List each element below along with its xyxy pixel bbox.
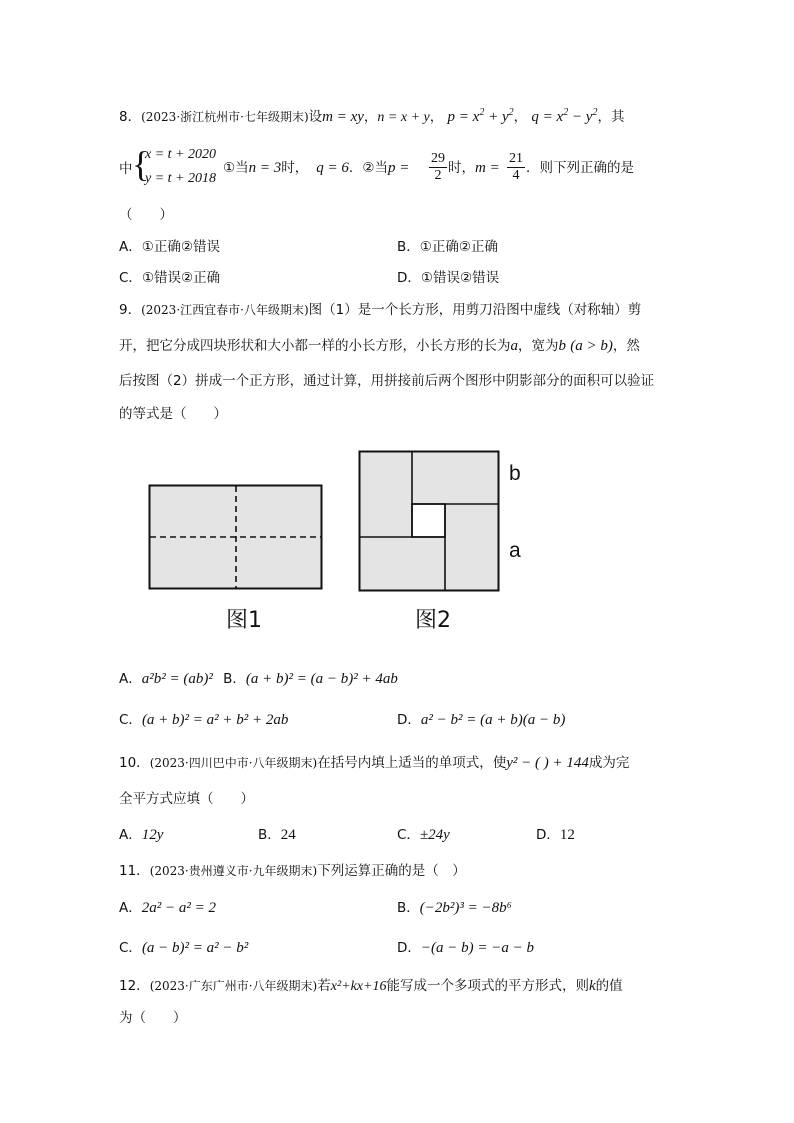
q12-line1: 12．(2023·广东广州市·八年级期末)若x²+kx+16能写成一个多项式的平方形式，则k的值 <box>119 978 623 994</box>
q10-option-a[interactable]: A．12y <box>119 827 164 843</box>
q8-stem-end: ．则下列正确的是 <box>526 160 634 176</box>
q9-option-a-b[interactable]: A．a²b² = (ab)² B．(a + b)² = (a − b)² + 4ab <box>119 671 398 687</box>
q10-source: (2023·四川巴中市·八年级期末) <box>149 756 318 770</box>
q11-option-b[interactable]: B．(−2b²)³ = −8b⁶ <box>397 900 512 916</box>
q8-m-def: m = xy <box>322 109 364 125</box>
q12-source: (2023·广东广州市·八年级期末) <box>149 979 318 993</box>
q8-q-def: $q = x^2 - y^2$ <box>531 107 598 125</box>
q10-number: 10． <box>119 755 150 771</box>
q8-line2: 中 <box>119 161 133 177</box>
q8-fraction-21-4: $\frac{21}{4}$ <box>509 151 523 183</box>
fig2-center-square <box>412 504 445 537</box>
q12-number: 12． <box>119 978 150 994</box>
fig2-caption: 图2 <box>415 608 451 633</box>
q8-conditions-2: 时，m = <box>448 160 500 176</box>
q8-system-eq2: y = t + 2018 <box>145 171 216 186</box>
q8-line1: 8．(2023·浙江杭州市·七年级期末)设m = xy，n = x + y， $p = x^2 + y^2$， $q = x^2 - y^2$，其 <box>119 107 625 125</box>
q10-line2: 全平方式应填（ ） <box>119 791 254 807</box>
q8-conditions: ①当n = 3时， q = 6．②当p = <box>223 160 410 176</box>
fig2-label-a: a <box>509 539 521 562</box>
q9-number: 9． <box>119 302 142 318</box>
q9-figure-1 <box>148 484 324 592</box>
fig1-caption: 图1 <box>226 608 262 633</box>
q9-line4: 的等式是（ ） <box>119 406 227 422</box>
q12-expression: x²+kx+16 <box>330 979 387 994</box>
q9-source: (2023·江西宜春市·八年级期末) <box>141 303 309 317</box>
q9-option-b[interactable]: (a + b)² = (a − b)² + 4ab <box>245 671 398 687</box>
q11-source: (2023·贵州遵义市·九年级期末) <box>149 864 318 878</box>
q9-line1: 9．(2023·江西宜春市·八年级期末)图（1）是一个长方形，用剪刀沿图中虚线（对称轴）剪 <box>119 302 642 318</box>
q10-option-d[interactable]: D．12 <box>536 827 575 843</box>
q8-fraction-29-2: $\frac{29}{2}$ <box>431 151 445 183</box>
q10-option-b[interactable]: B．24 <box>258 827 296 843</box>
q8-answer-paren: （ ） <box>119 207 173 223</box>
q8-option-c[interactable]: C．①错误②正确 <box>119 270 221 286</box>
q11-option-c[interactable]: C．(a − b)² = a² − b² <box>119 940 249 956</box>
q8-n-def: n = x + y <box>377 110 430 125</box>
q9-option-d[interactable]: D．a² − b² = (a + b)(a − b) <box>397 712 566 728</box>
q9-option-a[interactable]: a²b² = (ab)² <box>141 671 213 687</box>
q11-line1: 11．(2023·贵州遵义市·九年级期末)下列运算正确的是（ ） <box>119 863 466 879</box>
q9-figure-2 <box>358 450 501 593</box>
q12-line2: 为（ ） <box>119 1010 187 1026</box>
q9-line2: 开，把它分成四块形状和大小都一样的小长方形，小长方形的长为a，宽为b (a > b)，然 <box>119 338 640 354</box>
q8-system-brace: { <box>132 144 150 184</box>
q11-number: 11． <box>119 863 150 879</box>
q8-system-eq1: x = t + 2020 <box>145 147 216 162</box>
q8-option-d[interactable]: D．①错误②错误 <box>397 270 500 286</box>
q8-option-a[interactable]: A．①正确②错误 <box>119 239 220 255</box>
q10-expression: y² − ( ) + 144 <box>506 755 589 771</box>
q9-line3: 后按图（2）拼成一个正方形，通过计算，用拼接前后两个图形中阴影部分的面积可以验证 <box>119 373 655 389</box>
q8-number: 8． <box>119 109 142 125</box>
q8-option-b[interactable]: B．①正确②正确 <box>397 239 498 255</box>
q11-option-d[interactable]: D．−(a − b) = −a − b <box>397 940 535 956</box>
q8-source: (2023·浙江杭州市·七年级期末) <box>141 110 309 124</box>
fig2-label-b: b <box>509 462 521 485</box>
q9-option-c[interactable]: C．(a + b)² = a² + b² + 2ab <box>119 712 289 728</box>
q11-option-a[interactable]: A．2a² − a² = 2 <box>119 900 216 916</box>
q10-option-c[interactable]: C．±24y <box>397 827 450 843</box>
q8-p-def: $p = x^2 + y^2$ <box>447 107 514 125</box>
q10-line1: 10．(2023·四川巴中市·八年级期末)在括号内填上适当的单项式，使y² − ( ) + 144成为完 <box>119 755 630 771</box>
